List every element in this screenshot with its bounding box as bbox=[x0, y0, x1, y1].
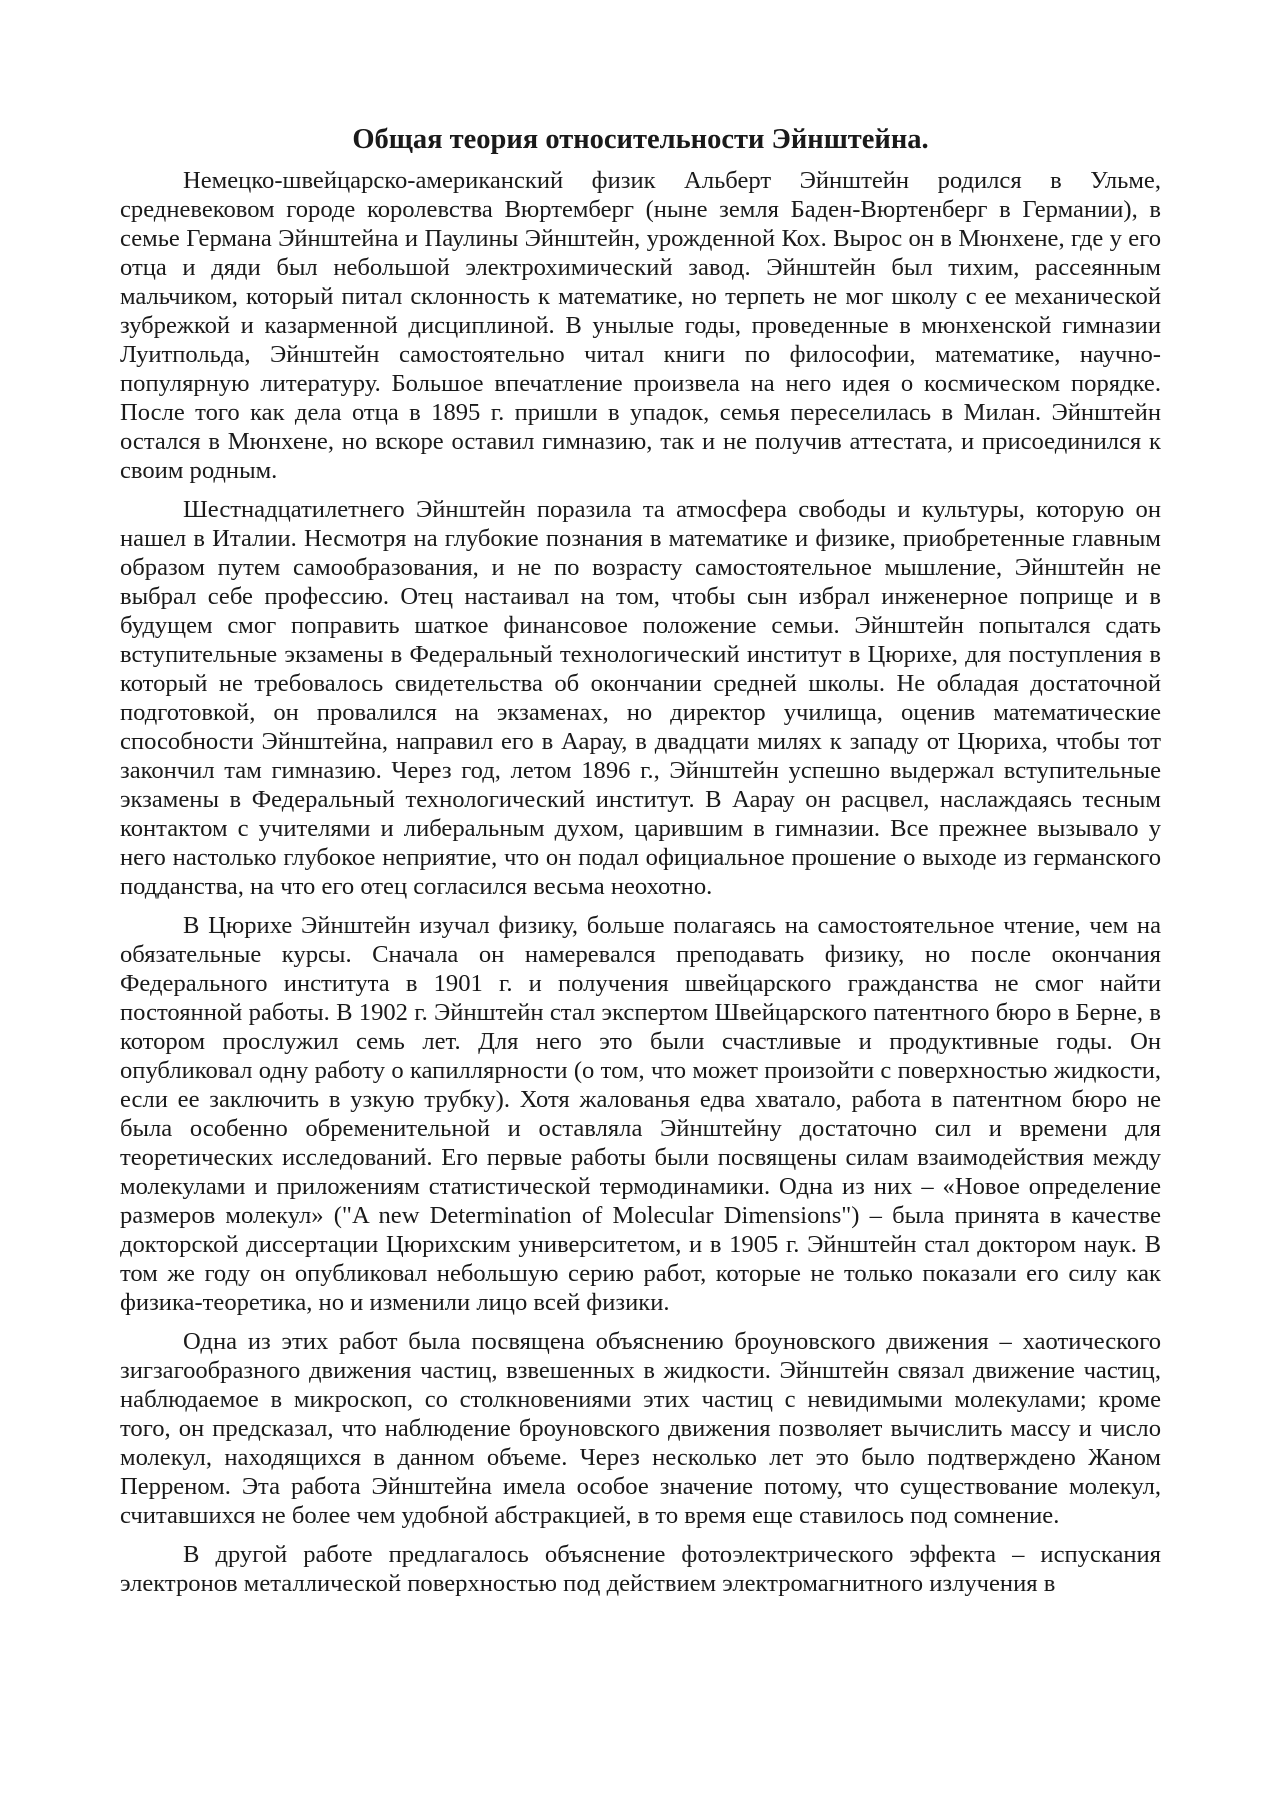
document-body bbox=[120, 122, 1161, 1598]
document-title: Общая теория относительности Эйнштейна. bbox=[352, 124, 929, 155]
paragraph-brownian-motion: Одна из этих работ была посвящена объяснению броуновского движения – хаотического зигзагообразного движения частиц, взвешенных в жидкости. Эйнштейн связал движение частиц, наблюдаемое в микроскоп, со столкновениями этих частиц с невидимыми молекулами; кроме того, он предсказал, что наблюдение броуновского движения позволяет вычислить массу и число молекул, находящихся в данном объеме. Через несколько лет это было подтверждено Жаном Перреном. Эта работа Эйнштейна имела особое значение потому, что существование молекул, считавшихся не более чем удобной абстракцией, в то время еще ставилось под сомнение. bbox=[120, 1328, 1161, 1529]
paragraph-zurich-patent-office: В Цюрихе Эйнштейн изучал физику, больше полагаясь на самостоятельное чтение, чем на обязательные курсы. Сначала он намеревался преподавать физику, но после окончания Федерального института в 1901 г. и получения швейцарского гражданства не смог найти постоянной работы. В 1902 г. Эйнштейн стал экспертом Швейцарского патентного бюро в Берне, в котором прослужил семь лет. Для него это были счастливые и продуктивные годы. Он опубликовал одну работу о капиллярности (о том, что может произойти с поверхностью жидкости, если ее заключить в узкую трубку). Хотя жалованья едва хватало, работа в патентном бюро не была особенно обременительной и оставляла Эйнштейну достаточно сил и времени для теоретических исследований. Его первые работы были посвящены силам взаимодействия между молекулами и приложениям статистической термодинамики. Одна из них – «Новое определение размеров молекул» ("A new Determination of Molecular Dimensions") – была принята в качестве докторской диссертации Цюрихским университетом, и в 1905 г. Эйнштейн стал доктором наук. В том же году он опубликовал небольшую серию работ, которые не только показали его силу как физика-теоретика, но и изменили лицо всей физики. bbox=[120, 912, 1161, 1316]
paragraph-childhood: Немецко-швейцарско-американский физик Альберт Эйнштейн родился в Ульме, средневековом городе королевства Вюртемберг (ныне земля Баден-Вюртенберг в Германии), в семье Германа Эйнштейна и Паулины Эйнштейн, урожденной Кох. Вырос он в Мюнхене, где у его отца и дяди был небольшой электрохимический завод. Эйнштейн был тихим, рассеянным мальчиком, который питал склонность к математике, но терпеть не мог школу с ее механической зубрежкой и казарменной дисциплиной. В унылые годы, проведенные в мюнхенской гимназии Луитпольда, Эйнштейн самостоятельно читал книги по философии, математике, научно-популярную литературу. Большое впечатление произвела на него идея о космическом порядке. После того как дела отца в 1895 г. пришли в упадок, семья переселилась в Милан. Эйнштейн остался в Мюнхене, но вскоре оставил гимназию, так и не получив аттестата, и присоединился к своим родным. bbox=[120, 167, 1161, 484]
paragraph-italy-education: Шестнадцатилетнего Эйнштейн поразила та атмосфера свободы и культуры, которую он нашел в Италии. Несмотря на глубокие познания в математике и физике, приобретенные главным образом путем самообразования, и не по возрасту самостоятельное мышление, Эйнштейн не выбрал себе профессию. Отец настаивал на том, чтобы сын избрал инженерное поприще и в будущем смог поправить шаткое финансовое положение семьи. Эйнштейн попытался сдать вступительные экзамены в Федеральный технологический институт в Цюрихе, для поступления в который не требовалось свидетельства об окончании средней школы. Не обладая достаточной подготовкой, он провалился на экзаменах, но директор училища, оценив математические способности Эйнштейна, направил его в Аарау, в двадцати милях к западу от Цюриха, чтобы тот закончил там гимназию. Через год, летом 1896 г., Эйнштейн успешно выдержал вступительные экзамены в Федеральный технологический институт. В Аарау он расцвел, наслаждаясь тесным контактом с учителями и либеральным духом, царившим в гимназии. Все прежнее вызывало у него настолько глубокое неприятие, что он подал официальное прошение о выходе из германского подданства, на что его отец согласился весьма неохотно. bbox=[120, 496, 1161, 900]
paragraph-photoelectric-effect: В другой работе предлагалось объяснение фотоэлектрического эффекта – испускания электронов металлической поверхностью под действием электромагнитного излучения в bbox=[120, 1541, 1161, 1597]
